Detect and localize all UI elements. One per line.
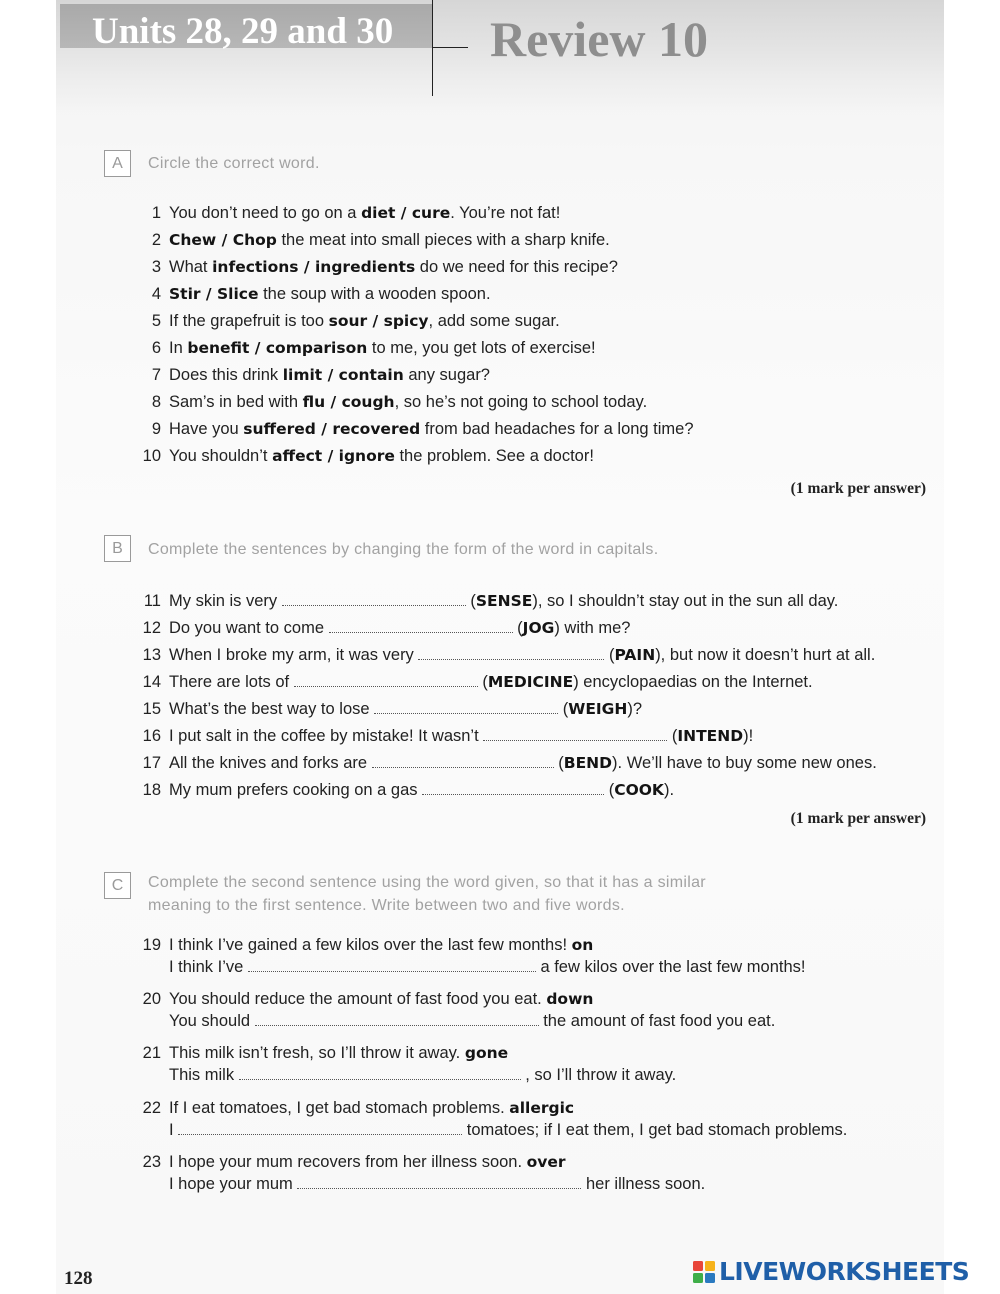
page-number: 128 [64,1268,93,1289]
word-choice[interactable]: Chew / Chop [169,231,277,249]
question-number: 12 [142,619,161,637]
question-2 [125,229,610,251]
question-text: In [169,339,188,357]
answer-blank[interactable] [255,1013,539,1026]
question-23-rewrite [169,1173,705,1195]
question-text: When I broke my arm, it was very [169,646,419,664]
answer-blank[interactable] [294,674,478,687]
question-4 [125,283,491,305]
bracket: ( [512,619,523,637]
capital-word: COOK [614,781,664,799]
section-c-instruction-line1: Complete the second sentence using the word given, so that it has a similar [148,874,706,891]
question-number: 11 [143,592,161,610]
word-choice[interactable]: limit / contain [282,366,404,384]
header-rule [432,47,468,48]
answer-blank[interactable] [248,959,536,972]
question-14 [125,671,813,693]
answer-blank[interactable] [483,728,667,741]
question-text: Sam’s in bed with [169,393,303,411]
key-word: down [546,990,594,1008]
question-text: tomatoes; if I eat them, I get bad stomach problems. [462,1121,848,1139]
section-a-marks: (1 mark per answer) [790,480,926,497]
answer-blank[interactable] [418,647,604,660]
section-b-label: B [104,535,131,562]
bracket: ( [667,727,678,745]
bracket: ( [553,754,564,772]
bracket: ( [604,646,615,664]
question-11 [125,590,838,612]
question-17 [125,752,877,774]
question-19 [125,934,593,956]
question-text: This milk isn’t fresh, so I’ll throw it away. [169,1044,465,1062]
question-text: This milk [169,1066,239,1084]
question-text: from bad headaches for a long time? [420,420,694,438]
question-9 [125,418,694,440]
answer-blank[interactable] [239,1067,521,1080]
answer-blank[interactable] [374,701,558,714]
capital-word: SENSE [475,592,533,610]
question-text: I [169,1121,179,1139]
word-choice[interactable]: flu / cough [302,393,395,411]
question-text: , so I’ll throw it away. [520,1066,677,1084]
question-text: You shouldn’t [169,447,273,465]
question-19-rewrite [169,956,806,978]
bracket: ( [465,592,476,610]
question-text: I think I’ve gained a few kilos over the last few months! [169,936,572,954]
word-choice[interactable]: Stir / Slice [169,285,259,303]
question-text: You don’t need to go on a [169,204,362,222]
question-text: You should [169,1012,255,1030]
question-22 [125,1097,574,1119]
liveworksheets-wordmark: LIVEWORKSHEETS [719,1257,970,1286]
capital-word: JOG [522,619,555,637]
bracket: ( [604,781,615,799]
capital-word: MEDICINE [487,673,574,691]
question-number: 20 [142,990,161,1008]
question-1 [125,202,560,224]
question-10 [125,445,594,467]
question-number: 22 [142,1099,161,1117]
question-text: My skin is very [169,592,282,610]
question-15 [125,698,642,720]
question-text: her illness soon. [581,1175,706,1193]
question-13 [125,644,875,666]
question-text: I think I’ve [169,958,248,976]
question-number: 19 [142,936,161,954]
question-20-rewrite [169,1010,775,1032]
question-12 [125,617,630,639]
question-22-rewrite [169,1119,847,1141]
question-text: There are lots of [169,673,294,691]
question-text: If I eat tomatoes, I get bad stomach problems. [169,1099,510,1117]
question-number: 6 [151,339,161,357]
question-text: I hope your mum recovers from her illness soon. [169,1153,527,1171]
question-text: ) encyclopaedias on the Internet. [573,673,813,691]
question-number: 2 [151,231,161,249]
question-text: ) with me? [554,619,631,637]
question-text: )? [627,700,643,718]
logo-square-3 [693,1273,703,1283]
question-number: 21 [142,1044,161,1062]
question-23 [125,1151,566,1173]
question-text: , add some sugar. [428,312,560,330]
question-number: 14 [142,673,161,691]
section-a-label: A [104,150,131,177]
question-number: 5 [151,312,161,330]
logo-square-2 [705,1261,715,1271]
question-number: 7 [151,366,161,384]
section-a-instruction: Circle the correct word. [148,155,320,172]
answer-blank[interactable] [282,593,466,606]
question-21-rewrite [169,1064,676,1086]
question-text: What’s the best way to lose [169,700,375,718]
question-text: )! [743,727,754,745]
question-number: 1 [151,204,161,222]
question-number: 15 [142,700,161,718]
question-text: the soup with a wooden spoon. [258,285,491,303]
section-c-instruction-line2: meaning to the first sentence. Write between two and five words. [148,897,625,914]
answer-blank[interactable] [297,1176,581,1189]
answer-blank[interactable] [422,782,604,795]
question-number: 4 [151,285,161,303]
question-3 [125,256,618,278]
question-text: I hope your mum [169,1175,298,1193]
key-word: gone [464,1044,509,1062]
question-text: , so he’s not going to school today. [394,393,648,411]
question-text: If the grapefruit is too [169,312,329,330]
question-text: ). We’ll have to buy some new ones. [612,754,877,772]
question-18 [125,779,674,801]
question-text: What [169,258,213,276]
question-text: ). [663,781,675,799]
question-text: ), so I shouldn’t stay out in the sun all day. [532,592,839,610]
liveworksheets-icon [692,1260,716,1284]
capital-word: WEIGH [568,700,628,718]
question-8 [125,391,647,413]
question-text: Do you want to come [169,619,329,637]
question-20 [125,988,593,1010]
question-text: to me, you get lots of exercise! [367,339,596,357]
word-choice[interactable]: sour / spicy [328,312,429,330]
section-c-label: C [104,872,131,899]
question-6 [125,337,596,359]
question-number: 10 [142,447,161,465]
capital-word: INTEND [677,727,744,745]
logo-square-1 [693,1261,703,1271]
question-number: 3 [151,258,161,276]
question-number: 9 [151,420,161,438]
question-text: My mum prefers cooking on a gas [169,781,423,799]
capital-word: BEND [563,754,613,772]
question-text: Does this drink [169,366,283,384]
units-title: Units 28, 29 and 30 [92,11,394,52]
answer-blank[interactable] [329,620,513,633]
word-choice[interactable]: benefit / comparison [187,339,368,357]
question-number: 16 [142,727,161,745]
question-16 [125,725,753,747]
logo-square-4 [705,1273,715,1283]
key-word: over [526,1153,566,1171]
question-text: any sugar? [403,366,490,384]
section-b-instruction: Complete the sentences by changing the form of the word in capitals. [148,541,659,558]
question-text: You should reduce the amount of fast food you eat. [169,990,547,1008]
answer-blank[interactable] [372,755,554,768]
question-5 [125,310,560,332]
question-text: the amount of fast food you eat. [538,1012,776,1030]
review-title: Review 10 [490,11,708,67]
header-divider [432,0,433,96]
word-choice[interactable]: suffered / recovered [243,420,421,438]
question-text: do we need for this recipe? [415,258,618,276]
question-text: a few kilos over the last few months! [535,958,806,976]
section-b-marks: (1 mark per answer) [790,810,926,827]
bracket: ( [477,673,488,691]
question-21 [125,1042,508,1064]
capital-word: PAIN [614,646,656,664]
key-word: on [571,936,594,954]
question-number: 13 [142,646,161,664]
word-choice[interactable]: affect / ignore [272,447,395,465]
question-text: the problem. See a doctor! [394,447,594,465]
word-choice[interactable]: infections / ingredients [212,258,416,276]
key-word: allergic [509,1099,575,1117]
question-text: All the knives and forks are [169,754,372,772]
question-text: I put salt in the coffee by mistake! It wasn’t [169,727,484,745]
answer-blank[interactable] [178,1122,462,1135]
question-number: 17 [142,754,161,772]
question-text: ), but now it doesn’t hurt at all. [655,646,876,664]
question-number: 8 [151,393,161,411]
question-number: 23 [142,1153,161,1171]
question-number: 18 [142,781,161,799]
question-text: . You’re not fat! [450,204,561,222]
question-text: Have you [169,420,244,438]
question-text: the meat into small pieces with a sharp knife. [276,231,610,249]
bracket: ( [558,700,569,718]
word-choice[interactable]: diet / cure [361,204,451,222]
question-7 [125,364,490,386]
